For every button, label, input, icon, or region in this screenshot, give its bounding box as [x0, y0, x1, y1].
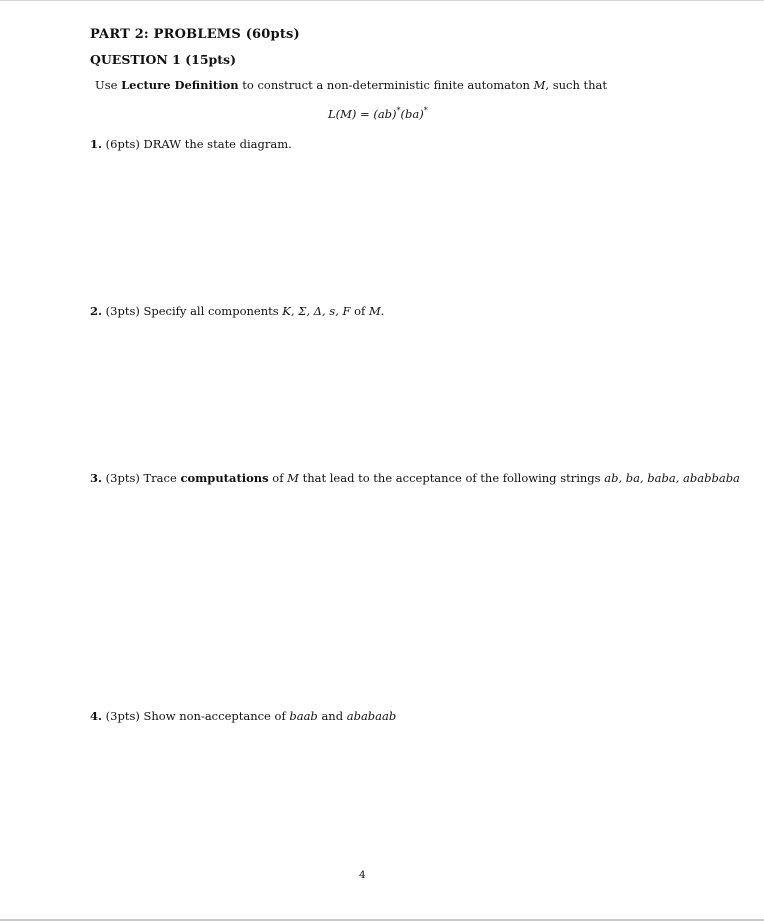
formula-star-1: * [396, 106, 401, 115]
formula-lhs: L(M) = (ab) [328, 107, 397, 121]
formula-middle: (ba) [400, 107, 424, 121]
part-heading: PART 2: PROBLEMS (60pts) [90, 27, 300, 42]
item-2-end: . [380, 304, 385, 318]
item-4-text: (3pts) Show non-acceptance of [102, 709, 290, 723]
item-3-mid: of [268, 471, 288, 485]
item-3-bold: computations [180, 471, 269, 485]
item-2-mid: of [350, 304, 369, 318]
top-border [0, 0, 764, 1]
intro-var: M [533, 78, 546, 92]
item-3-strings: ab, ba, baba, ababbaba [604, 471, 740, 485]
item-2-number: 2. [90, 304, 103, 318]
item-2-text: (3pts) Specify all components [102, 304, 283, 318]
item-1-text: (6pts) DRAW the state diagram. [102, 137, 292, 151]
item-4-number: 4. [90, 709, 103, 723]
item-3 [90, 471, 740, 485]
item-1-number: 1. [90, 137, 103, 151]
formula-star-2: * [423, 106, 428, 115]
item-3-var: M [287, 471, 299, 485]
item-3-number: 3. [90, 471, 103, 485]
item-4 [90, 709, 396, 723]
item-4-string-1: baab [289, 709, 318, 723]
intro-suffix: , such that [545, 78, 608, 92]
question-intro [95, 78, 607, 92]
item-3-rest: that lead to the acceptance of the following strings [298, 471, 605, 485]
item-4-and: and [317, 709, 347, 723]
item-2 [90, 304, 384, 318]
item-2-var: M [368, 304, 381, 318]
page-number: 4 [359, 869, 366, 881]
item-4-string-2: ababaab [346, 709, 397, 723]
intro-middle: to construct a non-deterministic finite automaton [238, 78, 534, 92]
intro-bold-term: Lecture Definition [121, 78, 239, 92]
item-1 [90, 137, 292, 151]
item-2-math: K, Σ, Δ, s, F [282, 304, 351, 318]
item-3-text: (3pts) Trace [102, 471, 181, 485]
language-formula [328, 106, 428, 121]
question-heading: QUESTION 1 (15pts) [90, 52, 236, 67]
intro-prefix: Use [95, 78, 122, 92]
